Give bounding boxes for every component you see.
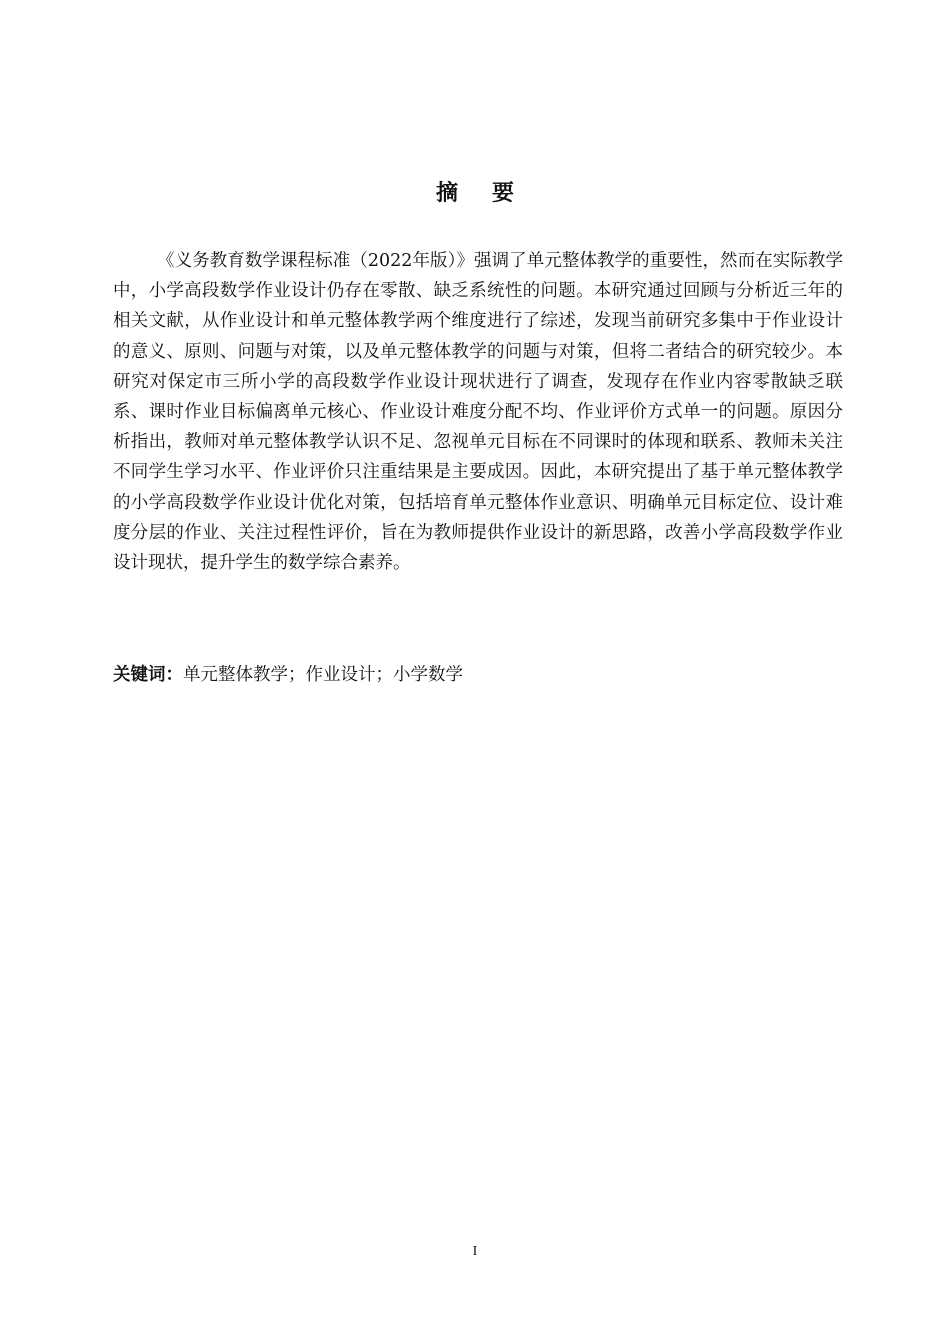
keywords-label: 关键词： xyxy=(113,665,183,685)
abstract-title: 摘要 xyxy=(435,181,548,206)
keywords-line xyxy=(113,660,843,690)
keywords-items: 单元整体教学；作业设计；小学数学 xyxy=(183,665,463,685)
page-number: I xyxy=(472,1244,478,1259)
abstract-body: 《义务教育数学课程标准（2022年版）》强调了单元整体教学的重要性，然而在实际教学中，小学高段数学作业设计仍存在零散、缺乏系统性的问题。本研究通过回顾与分析近三年的相关文献，从作业设计和单元整体教学两个维度进行了综述，发现当前研究多集中于作业设计的意义、原则、问题与对策，以及单元整体教学的问题与对策，但将二者结合的研究较少。本研究对保定市三所小学的高段数学作业设计现状进行了调查，发现存在作业内容零散缺乏联系、课时作业目标偏离单元核心、作业设计难度分配不均、作业评价方式单一的问题。原因分析指出，教师对单元整体教学认识不足、忽视单元目标在不同课时的体现和联系、教师未关注不同学生学习水平、作业评价只注重结果是主要成因。因此，本研究提出了基于单元整体教学的小学高段数学作业设计优化对策，包括培育单元整体作业意识、明确单元目标定位、设计难度分层的作业、关注过程性评价，旨在为教师提供作业设计的新思路，改善小学高段数学作业设计现状，提升学生的数学综合素养。 xyxy=(113,251,843,574)
